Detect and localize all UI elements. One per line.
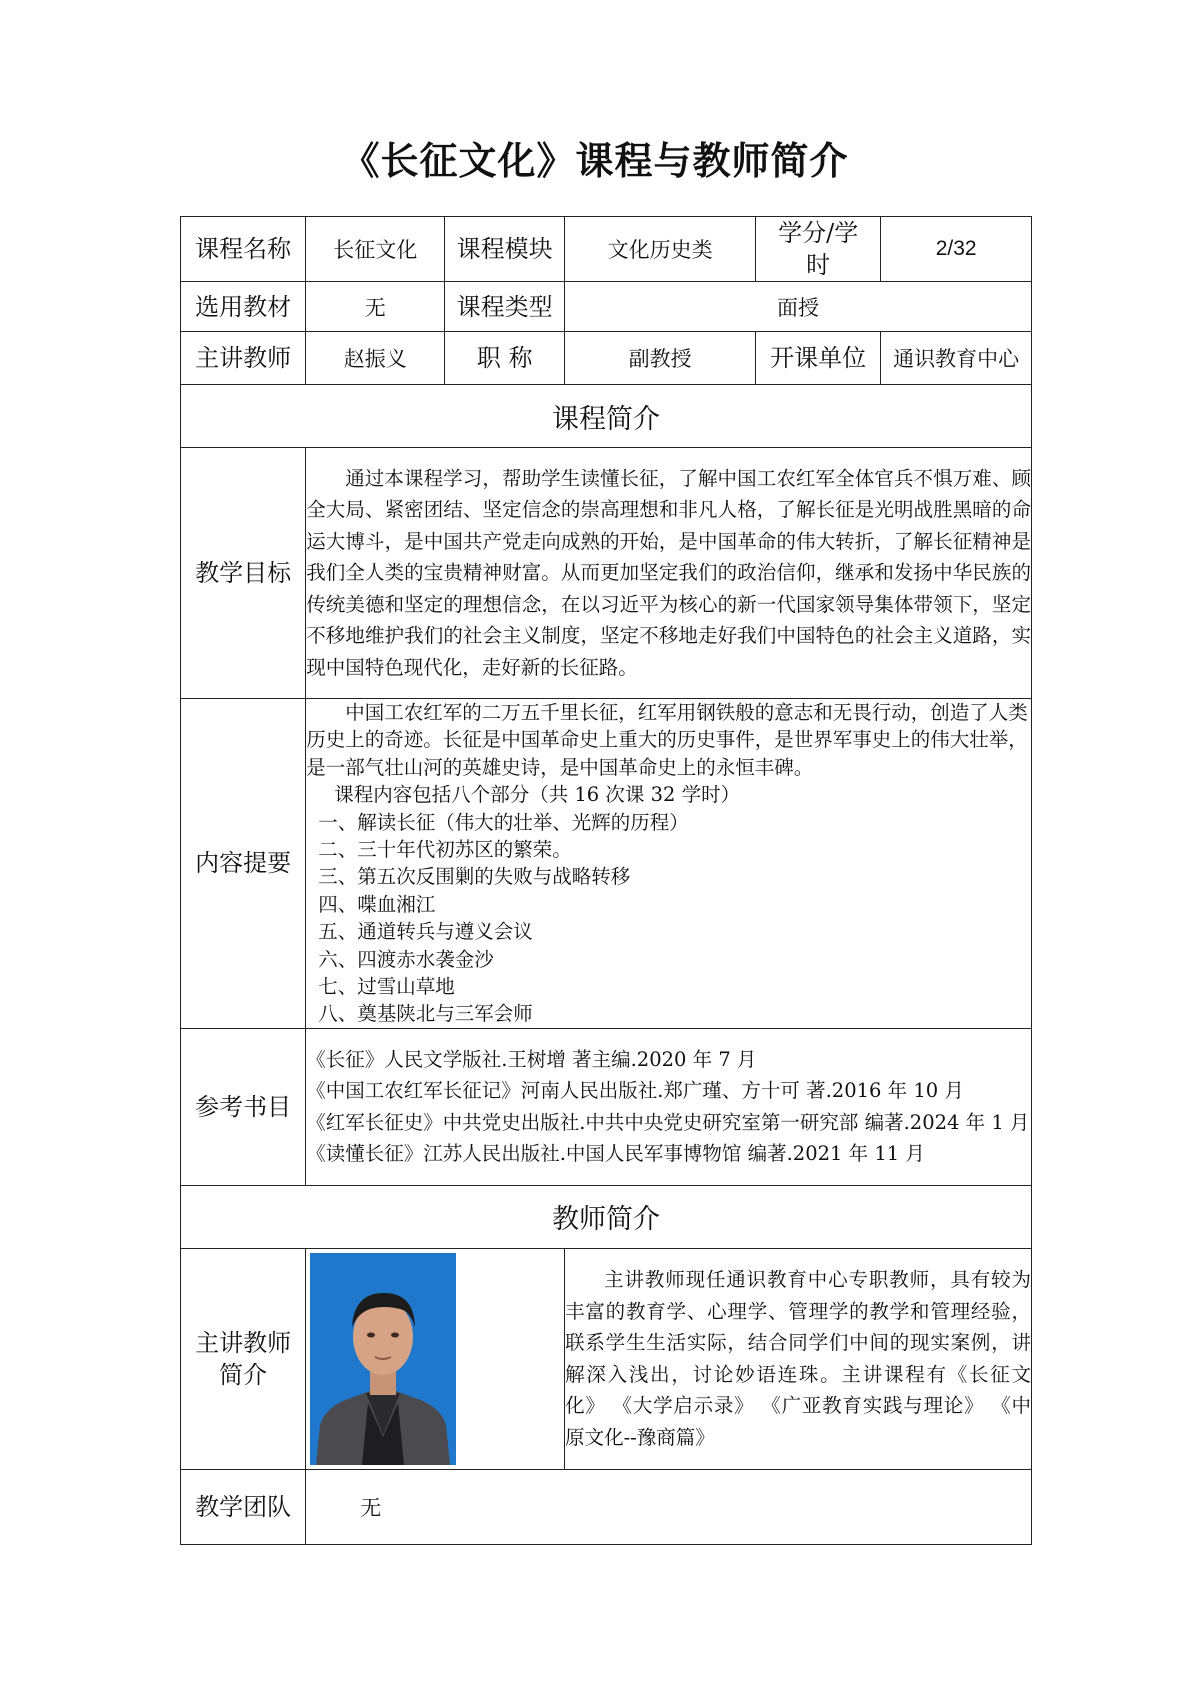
content-item: 八、奠基陕北与三军会师 bbox=[318, 1002, 533, 1026]
teacher-value: 赵振义 bbox=[306, 332, 445, 385]
row-course-name bbox=[181, 217, 1032, 282]
content-item: 三、第五次反围剿的失败与战略转移 bbox=[318, 865, 631, 889]
module-label: 课程模块 bbox=[445, 217, 565, 282]
ref-item: 《红军长征史》中共党史出版社.中共中央党史研究室第一研究部 编著.2024 年 1 月 bbox=[306, 1110, 1030, 1134]
row-textbook bbox=[181, 282, 1032, 332]
unit-value: 通识教育中心 bbox=[881, 332, 1032, 385]
row-content bbox=[181, 699, 1032, 1029]
ref-item: 《读懂长征》江苏人民出版社.中国人民军事博物馆 编著.2021 年 11 月 bbox=[306, 1142, 925, 1166]
content-intro: 中国工农红军的二万五千里长征，红军用钢铁般的意志和无畏行动，创造了人类历史上的奇迹。长征是中国革命史上重大的历史事件，是世界军事史上的伟大壮举，是一部气壮山河的英雄史诗，是中国革命史上的永恒丰碑。 bbox=[306, 701, 1028, 779]
row-teacher bbox=[181, 332, 1032, 385]
content-summary: 课程内容包括八个部分（共 16 次课 32 学时） bbox=[334, 783, 741, 807]
course-intro-heading: 课程简介 bbox=[181, 385, 1032, 448]
row-teacher-bio bbox=[181, 1248, 1032, 1469]
row-goal bbox=[181, 448, 1032, 699]
content-item: 一、解读长征（伟大的壮举、光辉的历程） bbox=[318, 810, 689, 834]
row-team bbox=[181, 1469, 1032, 1544]
goal-label: 教学目标 bbox=[181, 448, 306, 699]
teacher-label: 主讲教师 bbox=[181, 332, 306, 385]
content-item: 七、过雪山草地 bbox=[318, 975, 455, 999]
content-item: 五、通道转兵与遵义会议 bbox=[318, 920, 533, 944]
photo-cell bbox=[306, 1248, 565, 1469]
ref-item: 《长征》人民文学版社.王树增 著主编.2020 年 7 月 bbox=[306, 1047, 757, 1071]
teacher-photo bbox=[310, 1253, 456, 1465]
rank-label: 职 称 bbox=[445, 332, 565, 385]
team-value: 无 bbox=[306, 1469, 1032, 1544]
credit-label: 学分/学时 bbox=[756, 217, 881, 282]
ref-item: 《中国工农红军长征记》河南人民出版社.郑广瑾、方十可 著.2016 年 10 月 bbox=[306, 1079, 964, 1103]
page-title: 《长征文化》课程与教师简介 bbox=[341, 138, 849, 183]
unit-label: 开课单位 bbox=[756, 332, 881, 385]
refs-cell bbox=[306, 1028, 1032, 1185]
row-course-intro-heading bbox=[181, 385, 1032, 448]
content-cell bbox=[306, 699, 1032, 1029]
type-value: 面授 bbox=[565, 282, 1032, 332]
credit-value: 2/32 bbox=[881, 217, 1032, 282]
rank-value: 副教授 bbox=[565, 332, 756, 385]
content-item: 六、四渡赤水袭金沙 bbox=[318, 947, 494, 971]
team-label: 教学团队 bbox=[181, 1469, 306, 1544]
course-name-label: 课程名称 bbox=[181, 217, 306, 282]
row-refs bbox=[181, 1028, 1032, 1185]
textbook-value: 无 bbox=[306, 282, 445, 332]
refs-label: 参考书目 bbox=[181, 1028, 306, 1185]
textbook-label: 选用教材 bbox=[181, 282, 306, 332]
content-item: 二、三十年代初苏区的繁荣。 bbox=[318, 838, 572, 862]
row-teacher-intro-heading bbox=[181, 1185, 1032, 1248]
content-item: 四、喋血湘江 bbox=[318, 892, 436, 916]
teacher-intro-label: 主讲教师简介 bbox=[181, 1248, 306, 1469]
goal-cell bbox=[306, 448, 1032, 699]
teacher-portrait-icon bbox=[310, 1253, 456, 1465]
teacher-intro-heading: 教师简介 bbox=[181, 1185, 1032, 1248]
goal-text: 通过本课程学习，帮助学生读懂长征，了解中国工农红军全体官兵不惧万难、顾全大局、紧密团结、坚定信念的崇高理想和非凡人格，了解长征是光明战胜黑暗的命运大博斗，是中国共产党走向成熟的开始，是中国革命的伟大转折，了解长征精神是我们全人类的宝贵精神财富。从而更加坚定我们的政治信仰，继承和发扬中华民族的传统美德和坚定的理想信念，在以习近平为核心的新一代国家领导集体带领下，坚定不移地维护我们的社会主义制度，坚定不移地走好我们中国特色的社会主义道路，实现中国特色现代化，走好新的长征路。 bbox=[306, 466, 1031, 679]
course-table bbox=[180, 216, 1032, 1545]
type-label: 课程类型 bbox=[445, 282, 565, 332]
course-name-value: 长征文化 bbox=[306, 217, 445, 282]
teacher-bio: 主讲教师现任通识教育中心专职教师，具有较为丰富的教育学、心理学、管理学的教学和管理经验，联系学生生活实际，结合同学们中间的现实案例，讲解深入浅出，讨论妙语连珠。主讲课程有《长征文化》 《大学启示录》 《广亚教育实践与理论》 《中原文化--豫商篇》 bbox=[565, 1248, 1032, 1469]
content-label: 内容提要 bbox=[181, 699, 306, 1029]
module-value: 文化历史类 bbox=[565, 217, 756, 282]
